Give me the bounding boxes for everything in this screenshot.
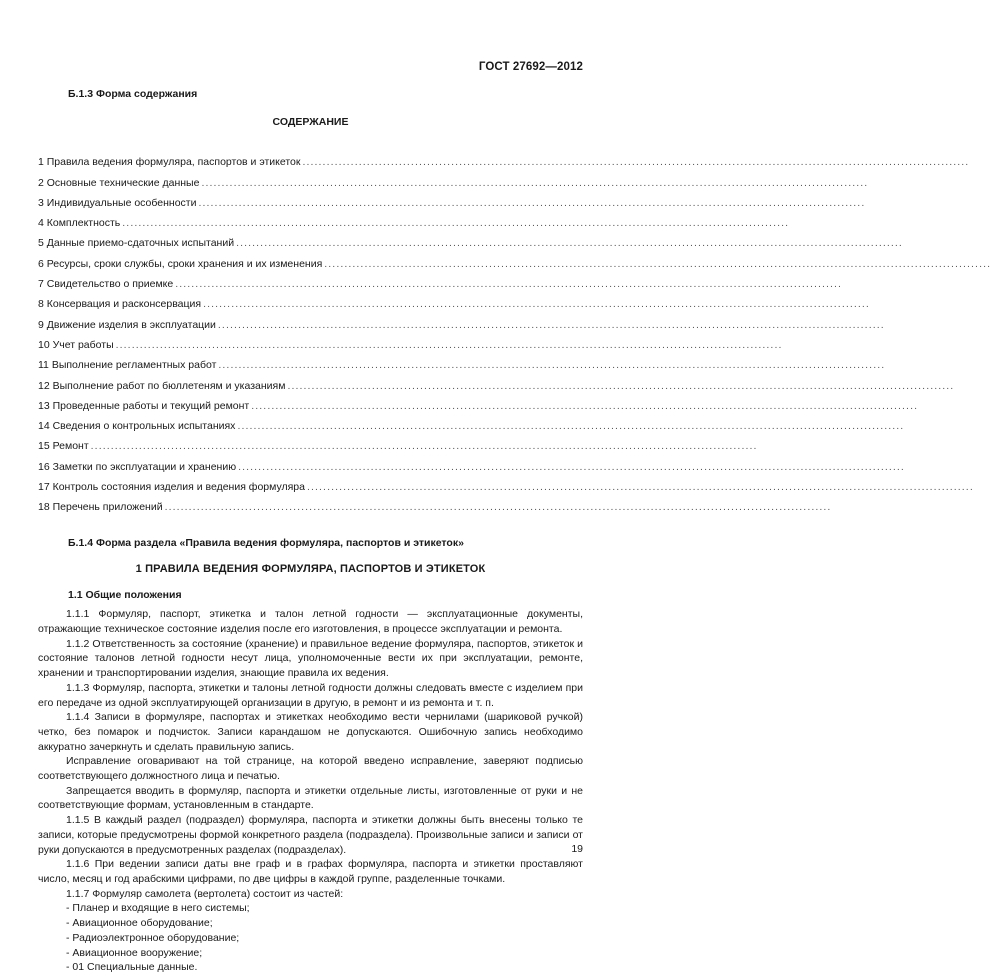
clause-b14-heading: Б.1.4 Форма раздела «Правила ведения формуляра, паспортов и этикеток» (68, 537, 464, 550)
paragraph-1-1-6: 1.1.6 При ведении записи даты вне граф и в графах формуляра, паспорта и этикетки проставляют число, месяц и год арабскими цифрами, по две цифры в каждой группе, разделенные точками. (38, 858, 583, 885)
toc-entry (38, 249, 583, 269)
toc-entry-label: 6 Ресурсы, сроки службы, сроки хранения и их изменения (38, 257, 323, 270)
toc-entry-label: 7 Свидетельство о приемке (38, 278, 174, 291)
toc-dot-leader (324, 258, 583, 270)
spacer (38, 100, 583, 116)
toc-dot-leader (238, 461, 583, 473)
toc-entry (38, 432, 583, 452)
toc-entry-label: 2 Основные технические данные (38, 176, 200, 189)
toc-entry (38, 473, 583, 493)
paragraph-1-1-4: 1.1.4 Записи в формуляре, паспортах и этикетках необходимо вести чернилами (шариковой ручкой) четко, без помарок и подчисток. Записи карандашом не допускаются. Ошибочную запись необходимо аккуратно зачеркнуть и сделать правильную запись. (38, 711, 583, 753)
toc-dot-leader (236, 237, 583, 249)
toc-entry-label: 1 Правила ведения формуляра, паспортов и этикеток (38, 156, 301, 169)
toc-entry-label: 4 Комплектность (38, 217, 121, 230)
toc-entry (38, 209, 583, 229)
clause-b13-heading: Б.1.3 Форма содержания (68, 88, 198, 100)
toc-entry (38, 168, 583, 188)
spacer (38, 575, 583, 589)
paragraph-1-1-2: 1.1.2 Ответственность за состояние (хранение) и правильное ведение формуляра, паспортов, этикеток и состояние талонов летной годности несут лица, уполномоченные вести их при эксплуатации, ремонте, хранении и транспортировании изделия, знающие правила их ведения. (38, 637, 583, 680)
toc-dot-leader (237, 420, 583, 432)
toc-dot-leader (198, 197, 583, 209)
running-header-standard-number: ГОСТ 27692—2012 (478, 61, 583, 73)
page-content (38, 88, 583, 975)
toc-dot-leader (302, 156, 583, 168)
toc-entry (38, 270, 583, 290)
toc-dot-leader (287, 380, 583, 392)
paragraph-1-1-4-prohibition: Запрещается вводить в формуляр, паспорта и этикетки отдельные листы, изготовленные от руки и не соответствующие формам, установленным в стандарте. (38, 784, 583, 812)
toc-entry (38, 493, 583, 513)
toc-dot-leader (122, 217, 583, 229)
paragraph-1-1-7: 1.1.7 Формуляр самолета (вертолета) состоит из частей: (66, 887, 344, 900)
section-1-title: 1 ПРАВИЛА ВЕДЕНИЯ ФОРМУЛЯРА, ПАСПОРТОВ И ЭТИКЕТОК (135, 563, 486, 576)
toc-dot-leader (165, 501, 583, 513)
table-of-contents (38, 148, 583, 513)
paragraph-1-1-5: 1.1.5 В каждый раздел (подраздел) формуляра, паспорта и этикетки должны быть внесены только те записи, которые предусмотрены формой конкретного раздела (подраздела). Произвольные записи и записи от руки допускаются в предусмотренных разделах (подразделах). (38, 814, 583, 856)
spacer (38, 513, 583, 537)
toc-entry-label: 8 Консервация и расконсервация (38, 298, 202, 311)
list-item: - Авиационное оборудование; (66, 917, 213, 930)
toc-entry (38, 371, 583, 391)
toc-entry-label: 9 Движение изделия в эксплуатации (38, 318, 216, 331)
toc-entry-label: 13 Проведенные работы и текущий ремонт (38, 399, 250, 412)
toc-entry-label: 12 Выполнение работ по бюллетеням и указаниям (38, 379, 286, 392)
toc-entry-label: 3 Индивидуальные особенности (38, 196, 197, 209)
toc-entry-label: 10 Учет работы (38, 338, 114, 351)
paragraph-1-1-3: 1.1.3 Формуляр, паспорта, этикетки и талоны летной годности должны следовать вместе с изделием при его передаче из одной эксплуатирующей организации в другую, в ремонт и из ремонта и т. п. (38, 681, 583, 709)
toc-entry (38, 392, 583, 412)
paragraph-1-1-1: 1.1.1 Формуляр, паспорт, этикетка и талон летной годности — эксплуатационные документы, отражающие техническое состояние изделия после его изготовления, в процессе эксплуатации и ремонта. (38, 608, 583, 636)
toc-entry (38, 229, 583, 249)
toc-dot-leader (201, 177, 583, 189)
paragraph-1-1-4-correction: Исправление оговаривают на той странице, на которой введено исправление, заверяют подписью соответствующего должностного лица и печатью. (38, 755, 583, 783)
toc-entry-label: 11 Выполнение регламентных работ (38, 359, 217, 372)
toc-dot-leader (175, 278, 583, 290)
toc-entry (38, 412, 583, 432)
toc-dot-leader (218, 319, 583, 331)
list-item: - Радиоэлектронное оборудование; (66, 931, 240, 944)
toc-entry (38, 351, 583, 371)
toc-entry-label: 5 Данные приемо-сдаточных испытаний (38, 237, 235, 250)
toc-entry (38, 452, 583, 472)
toc-entry (38, 310, 583, 330)
list-item: - Планер и входящие в него системы; (66, 902, 250, 915)
toc-title: СОДЕРЖАНИЕ (272, 116, 349, 128)
spacer (38, 128, 583, 148)
toc-dot-leader (116, 339, 583, 351)
toc-dot-leader (251, 400, 583, 412)
list-item: - 01 Специальные данные. (66, 961, 198, 974)
subsection-1-1-title: 1.1 Общие положения (68, 589, 182, 602)
toc-dot-leader (91, 440, 583, 452)
toc-entry-label: 16 Заметки по эксплуатации и хранению (38, 460, 237, 473)
toc-dot-leader (203, 298, 583, 310)
toc-dot-leader (218, 359, 583, 371)
toc-entry-label: 18 Перечень приложений (38, 501, 163, 514)
spacer (38, 549, 583, 563)
toc-dot-leader (307, 481, 583, 493)
toc-entry (38, 331, 583, 351)
toc-entry-label: 14 Сведения о контрольных испытаниях (38, 420, 236, 433)
toc-entry (38, 189, 583, 209)
toc-entry (38, 148, 583, 168)
toc-entry-label: 17 Контроль состояния изделия и ведения формуляра (38, 481, 305, 494)
list-item: - Авиационное вооружение; (66, 946, 203, 959)
page-number: 19 (571, 843, 583, 855)
toc-entry-label: 15 Ремонт (38, 440, 89, 453)
toc-entry (38, 290, 583, 310)
